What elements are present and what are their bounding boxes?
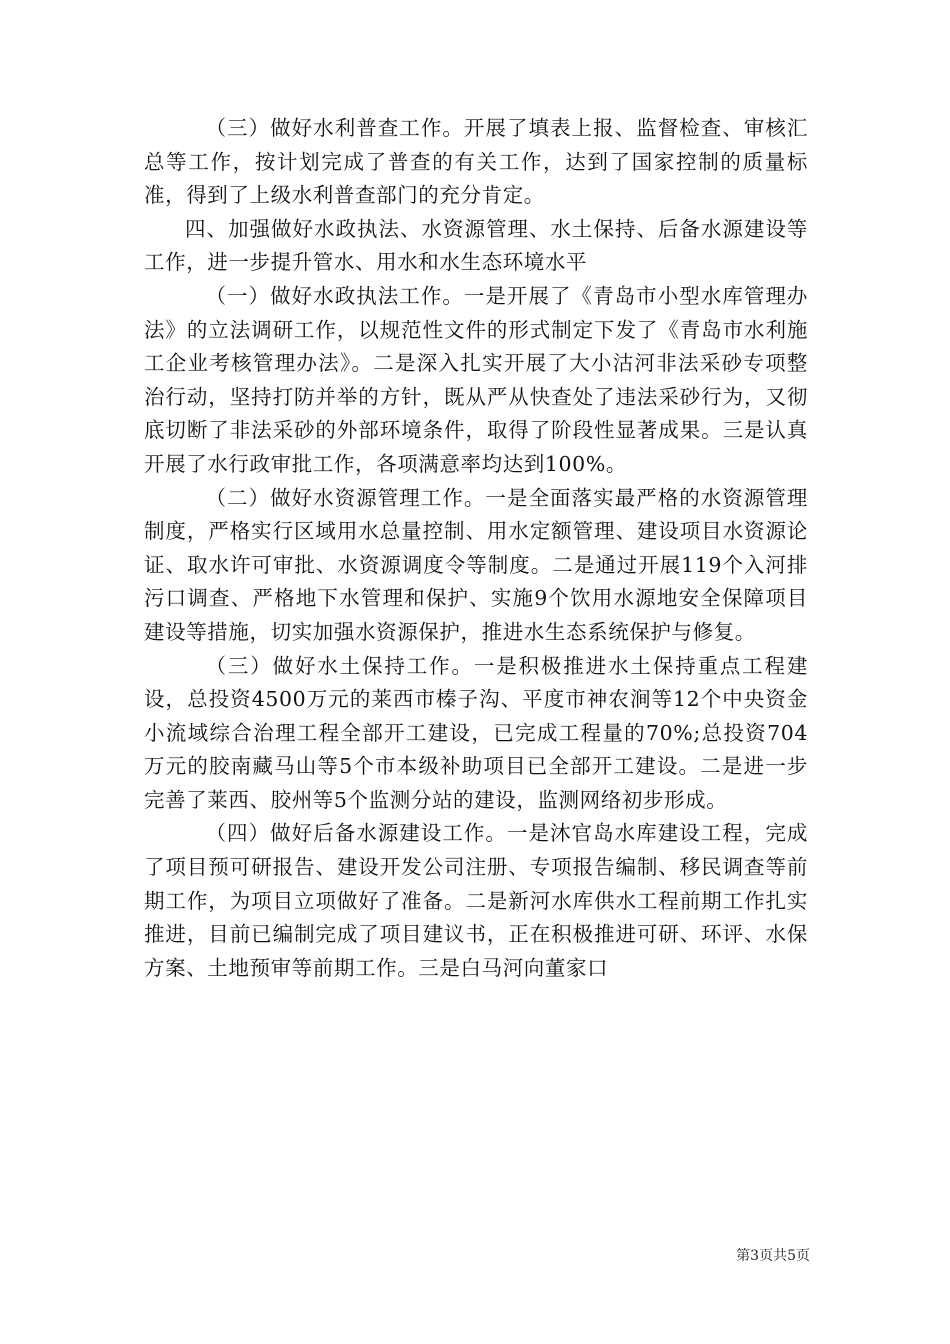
document-body	[144, 112, 808, 985]
page-number: 第3页共5页	[736, 1248, 810, 1264]
paragraph-soil-water-conservation: （三）做好水土保持工作。一是积极推进水土保持重点工程建设，总投资4500万元的莱西市榛子沟、平度市神农涧等12个中央资金小流域综合治理工程全部开工建设，已完成工程量的70%;总投资704万元的胶南藏马山等5个市本级补助项目已全部开工建设。二是进一步完善了莱西、胶州等5个监测分站的建设，监测网络初步形成。	[144, 653, 808, 812]
paragraph-water-census: （三）做好水利普查工作。开展了填表上报、监督检查、审核汇总等工作，按计划完成了普查的有关工作，达到了国家控制的质量标准，得到了上级水利普查部门的充分肯定。	[144, 116, 808, 208]
paragraph-backup-water-source: （四）做好后备水源建设工作。一是沐官岛水库建设工程，完成了项目预可研报告、建设开发公司注册、专项报告编制、移民调查等前期工作，为项目立项做好了准备。二是新河水库供水工程前期工作扎实推进，目前已编制完成了项目建议书，正在积极推进可研、环评、水保方案、土地预审等前期工作。三是白马河向董家口	[144, 821, 808, 980]
paragraph-water-law-enforcement: （一）做好水政执法工作。一是开展了《青岛市小型水库管理办法》的立法调研工作，以规范性文件的形式制定下发了《青岛市水利施工企业考核管理办法》。二是深入扎实开展了大小沽河非法采砂专项整治行动，坚持打防并举的方针，既从严从快查处了违法采砂行为，又彻底切断了非法采砂的外部环境条件，取得了阶段性显著成果。三是认真开展了水行政审批工作，各项满意率均达到100%。	[144, 283, 808, 476]
paragraph-water-resource-management: （二）做好水资源管理工作。一是全面落实最严格的水资源管理制度，严格实行区域用水总量控制、用水定额管理、建设项目水资源论证、取水许可审批、水资源调度令等制度。二是通过开展119个入河排污口调查、严格地下水管理和保护、实施9个饮用水源地安全保障项目建设等措施，切实加强水资源保护，推进水生态系统保护与修复。	[144, 485, 808, 644]
section-heading-four: 四、加强做好水政执法、水资源管理、水土保持、后备水源建设等工作，进一步提升管水、用水和水生态环境水平	[144, 216, 808, 275]
